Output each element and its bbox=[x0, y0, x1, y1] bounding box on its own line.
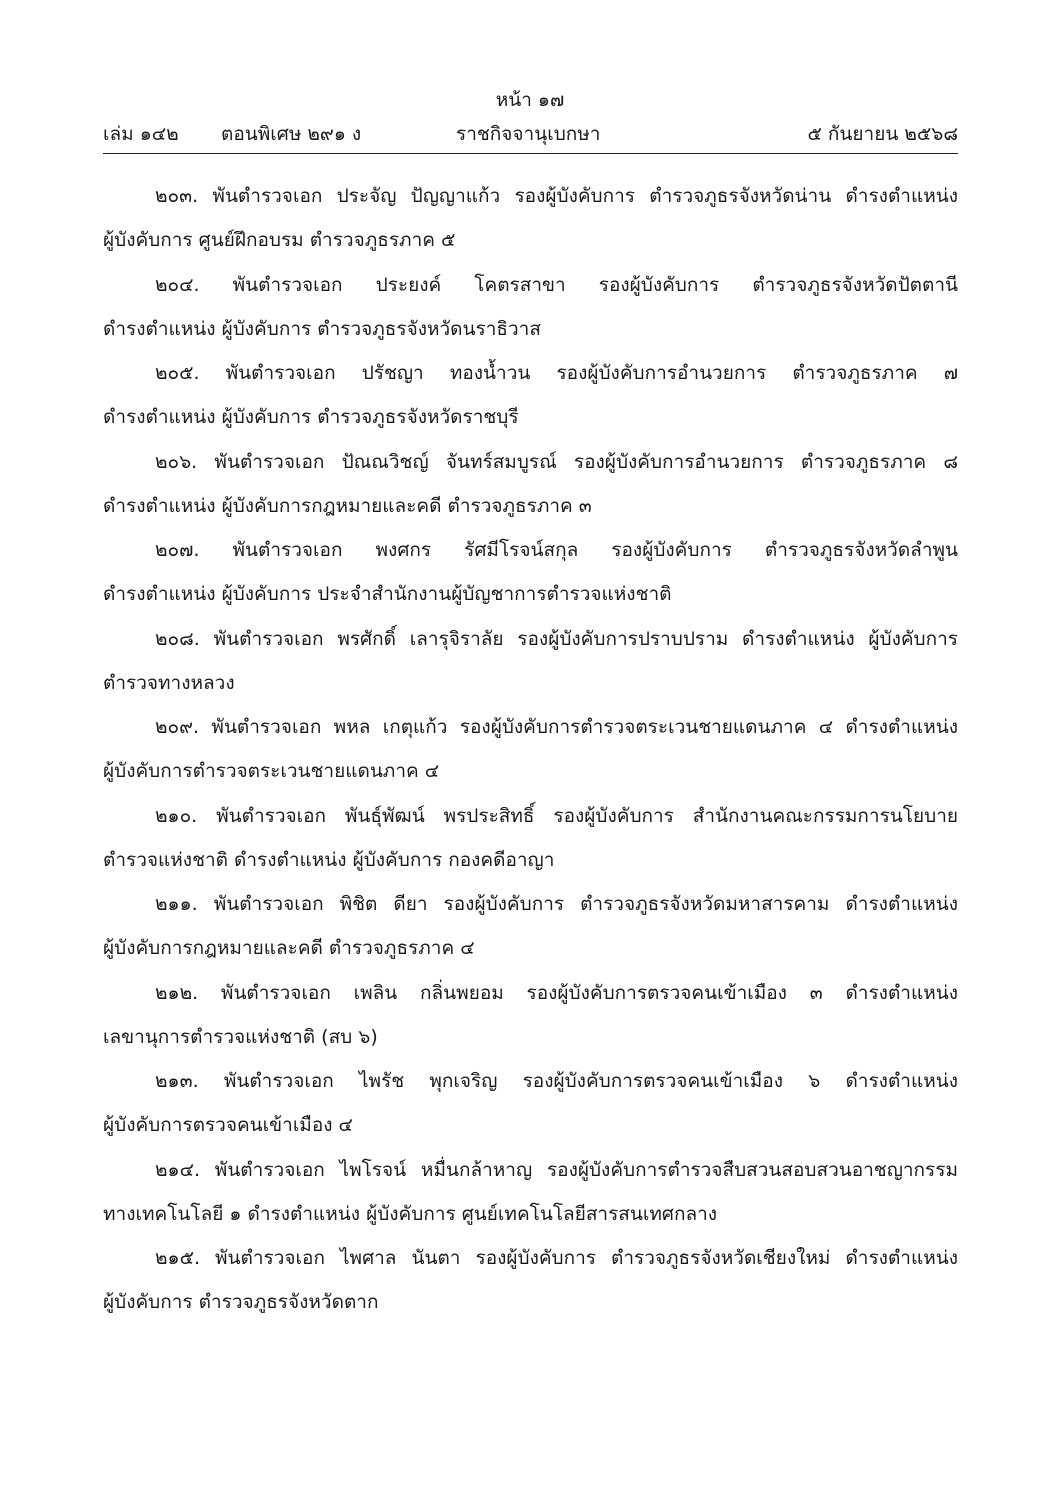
list-item bbox=[103, 1243, 958, 1332]
list-item bbox=[103, 535, 958, 624]
entry-second-line: ผู้บังคับการตรวจคนเข้าเมือง ๔ bbox=[103, 1114, 353, 1136]
entry-second-line: ตำรวจแห่งชาติ ดำรงตำแหน่ง ผู้บังคับการ กองคดีอาญา bbox=[103, 848, 555, 871]
entry-first-line: ๒๐๘. พันตำรวจเอก พรศักดิ์ เลารุจิราลัย รองผู้บังคับการปราบปราม ดำรงตำแหน่ง ผู้บังคับการ bbox=[155, 627, 958, 650]
list-item bbox=[103, 270, 958, 359]
gazette-title: ราชกิจจานุเบกษา bbox=[456, 123, 601, 145]
header-divider bbox=[103, 153, 958, 154]
entry-first-line: ๒๑๐. พันตำรวจเอก พันธุ์พัฒน์ พรประสิทธิ์ รองผู้บังคับการ สำนักงานคณะกรรมการนโยบาย bbox=[155, 804, 958, 827]
list-item bbox=[103, 978, 958, 1067]
list-item bbox=[103, 1155, 958, 1244]
entry-first-line: ๒๐๗. พันตำรวจเอก พงศกร รัศมีโรจน์สกุล รองผู้บังคับการ ตำรวจภูธรจังหวัดลำพูน bbox=[155, 539, 958, 561]
entry-second-line: ผู้บังคับการ ศูนย์ฝึกอบรม ตำรวจภูธรภาค ๕ bbox=[103, 229, 456, 251]
list-item bbox=[103, 889, 958, 978]
entry-first-line: ๒๑๕. พันตำรวจเอก ไพศาล นันตา รองผู้บังคับการ ตำรวจภูธรจังหวัดเชียงใหม่ ดำรงตำแหน่ง bbox=[155, 1247, 958, 1269]
entry-second-line: ผู้บังคับการตำรวจตระเวนชายแดนภาค ๔ bbox=[103, 760, 440, 782]
section-label: ตอนพิเศษ ๒๙๑ ง bbox=[221, 123, 362, 145]
page-number: หน้า ๑๗ bbox=[495, 89, 565, 111]
appointment-list bbox=[103, 181, 958, 1332]
entry-first-line: ๒๐๖. พันตำรวจเอก ปัณณวิชญ์ จันทร์สมบูรณ์ รองผู้บังคับการอำนวยการ ตำรวจภูธรภาค ๘ bbox=[155, 450, 958, 473]
entry-first-line: ๒๑๓. พันตำรวจเอก ไพรัช พุกเจริญ รองผู้บังคับการตรวจคนเข้าเมือง ๖ ดำรงตำแหน่ง bbox=[155, 1070, 958, 1092]
list-item bbox=[103, 1066, 958, 1155]
list-item bbox=[103, 447, 958, 536]
entry-first-line: ๒๐๙. พันตำรวจเอก พหล เกตุแก้ว รองผู้บังคับการตำรวจตระเวนชายแดนภาค ๔ ดำรงตำแหน่ง bbox=[155, 716, 958, 738]
entry-second-line: ดำรงตำแหน่ง ผู้บังคับการ ตำรวจภูธรจังหวัดราชบุรี bbox=[103, 406, 519, 428]
list-item bbox=[103, 358, 958, 447]
entry-second-line: ดำรงตำแหน่ง ผู้บังคับการ ตำรวจภูธรจังหวัดนราธิวาส bbox=[103, 317, 541, 340]
gazette-header bbox=[103, 120, 958, 150]
entry-second-line: ผู้บังคับการกฎหมายและคดี ตำรวจภูธรภาค ๔ bbox=[103, 937, 475, 959]
issue-date: ๕ กันยายน ๒๕๖๘ bbox=[807, 123, 958, 145]
list-item bbox=[103, 624, 958, 713]
entry-second-line: ดำรงตำแหน่ง ผู้บังคับการกฎหมายและคดี ตำรวจภูธรภาค ๓ bbox=[103, 494, 592, 517]
entry-first-line: ๒๐๔. พันตำรวจเอก ประยงค์ โคตรสาขา รองผู้บังคับการ ตำรวจภูธรจังหวัดปัตตานี bbox=[155, 273, 958, 296]
entry-first-line: ๒๑๔. พันตำรวจเอก ไพโรจน์ หมื่นกล้าหาญ รองผู้บังคับการตำรวจสืบสวนสอบสวนอาชญากรรม bbox=[155, 1158, 958, 1181]
entry-second-line: ตำรวจทางหลวง bbox=[103, 671, 235, 694]
entry-first-line: ๒๑๒. พันตำรวจเอก เพลิน กลิ่นพยอม รองผู้บังคับการตรวจคนเข้าเมือง ๓ ดำรงตำแหน่ง bbox=[155, 981, 958, 1004]
entry-first-line: ๒๑๑. พันตำรวจเอก พิชิต ดียา รองผู้บังคับการ ตำรวจภูธรจังหวัดมหาสารคาม ดำรงตำแหน่ง bbox=[155, 893, 958, 915]
list-item bbox=[103, 181, 958, 270]
entry-second-line: ผู้บังคับการ ตำรวจภูธรจังหวัดตาก bbox=[103, 1291, 379, 1313]
entry-first-line: ๒๐๕. พันตำรวจเอก ปรัชญา ทองน้ำวน รองผู้บังคับการอำนวยการ ตำรวจภูธรภาค ๗ bbox=[155, 362, 958, 384]
list-item bbox=[103, 712, 958, 801]
volume-label: เล่ม ๑๔๒ bbox=[103, 123, 179, 145]
entry-second-line: ทางเทคโนโลยี ๑ ดำรงตำแหน่ง ผู้บังคับการ ศูนย์เทคโนโลยีสารสนเทศกลาง bbox=[103, 1202, 718, 1225]
entry-second-line: ดำรงตำแหน่ง ผู้บังคับการ ประจำสำนักงานผู้บัญชาการตำรวจแห่งชาติ bbox=[103, 583, 672, 605]
entry-second-line: เลขานุการตำรวจแห่งชาติ (สบ ๖) bbox=[103, 1025, 378, 1048]
entry-first-line: ๒๐๓. พันตำรวจเอก ประจัญ ปัญญาแก้ว รองผู้บังคับการ ตำรวจภูธรจังหวัดน่าน ดำรงตำแหน่ง bbox=[155, 185, 958, 207]
list-item bbox=[103, 801, 958, 890]
